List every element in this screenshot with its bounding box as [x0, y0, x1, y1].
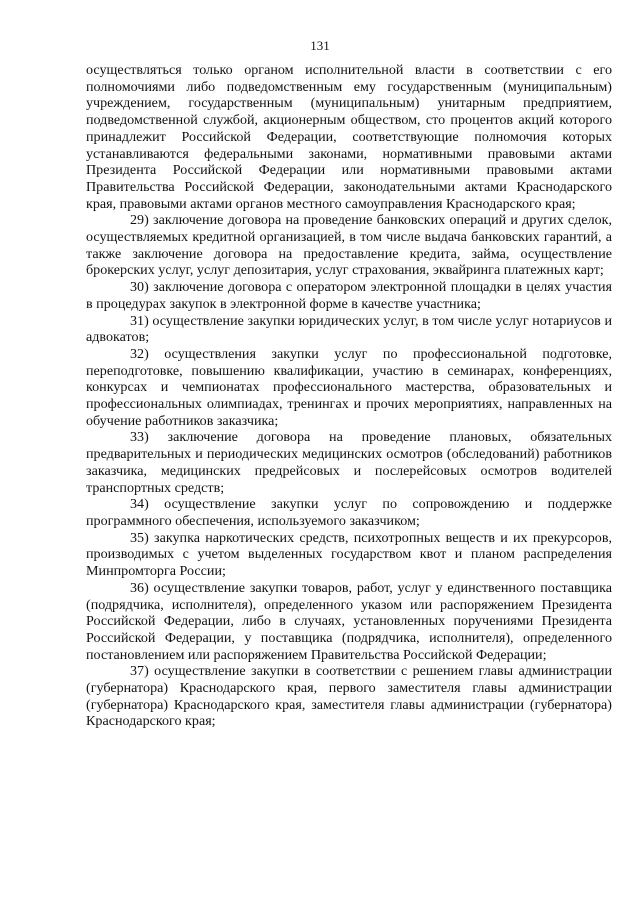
paragraph-item-30: 30) заключение договора с оператором электронной площадки в целях участия в процедурах закупок в электронной форме в качестве участника; — [86, 279, 612, 312]
paragraph-item-34: 34) осуществление закупки услуг по сопровождению и поддержке программного обеспечения, используемого заказчиком; — [86, 496, 612, 529]
page-number: 131 — [310, 38, 330, 53]
document-body — [86, 62, 612, 730]
paragraph-item-32: 32) осуществления закупки услуг по профессиональной подготовке, переподготовке, повышению квалификации, участию в семинарах, конференциях, конкурсах и чемпионатах профессионального мастерства, образовательных и профессиональных олимпиадах, тренингах и прочих мероприятиях, направленных на обучение работников заказчика; — [86, 345, 612, 429]
paragraph-continuation: осуществляться только органом исполнительной власти в соответствии с его полномочиями либо подведомственным ему государственным (муниципальным) учреждением, государственным (муниципальным) унитарным предприятием, подведомственной службой, акционерным обществом, сто процентов акций которого принадлежит Российской Федерации, соответствующие полномочия которых устанавливаются федеральными законами, нормативными правовыми актами Президента Российской Федерации или нормативными правовыми актами Правительства Российской Федерации, законодательными актами Краснодарского края, правовыми актами органов местного самоуправления Краснодарского края; — [86, 62, 612, 212]
paragraph-item-35: 35) закупка наркотических средств, психотропных веществ и их прекурсоров, производимых с учетом выделенных государством квот и планом распределения Минпромторга России; — [86, 529, 612, 580]
paragraph-item-36: 36) осуществление закупки товаров, работ, услуг у единственного поставщика (подрядчика, исполнителя), определенного указом или распоряжением Президента Российской Федерации, либо в случаях, установленных поручениями Президента Российской Федерации, у поставщика (подрядчика, исполнителя), определенного постановлением или распоряжением Правительства Российской Федерации; — [86, 579, 612, 663]
paragraph-item-31: 31) осуществление закупки юридических услуг, в том числе услуг нотариусов и адвокатов; — [86, 312, 612, 346]
paragraph-item-37: 37) осуществление закупки в соответствии с решением главы администрации (губернатора) Краснодарского края, первого заместителя главы администрации (губернатора) Краснодарского края, заместителя главы администрации (губернатора) Краснодарского края; — [86, 663, 612, 730]
paragraph-item-33: 33) заключение договора на проведение плановых, обязательных предварительных и периодических медицинских осмотров (обследований) работников заказчика, медицинских предрейсовых и послерейсовых осмотров водителей транспортных средств; — [86, 429, 612, 496]
paragraph-item-29: 29) заключение договора на проведение банковских операций и других сделок, осуществляемых кредитной организацией, в том числе выдача банковских гарантий, а также заключение договора на предоставление кредита, займа, осуществление брокерских услуг, услуг депозитария, услуг страхования, эквайринга платежных карт; — [86, 212, 612, 279]
